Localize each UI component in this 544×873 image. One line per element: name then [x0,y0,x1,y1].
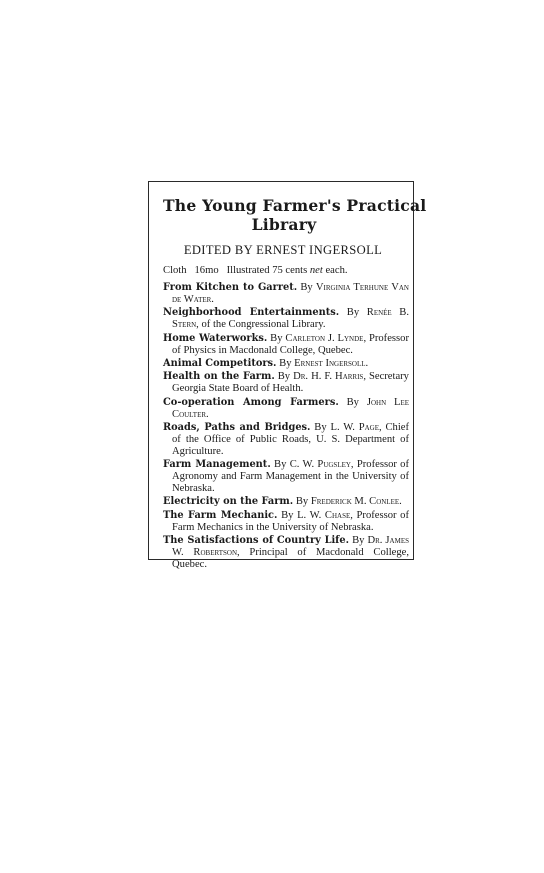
book-author: Ernest Ingersoll. [294,357,369,369]
book-entry [163,459,409,495]
by-label: By [352,535,365,547]
book-title: Co-operation Among Farmers. [163,396,339,408]
book-entry [163,535,409,571]
author-details: Secretary Georgia State Board of Health. [172,371,409,395]
book-author: Dr. James W. Robertson, [172,535,409,559]
book-author: Dr. H. F. Harris, [293,371,366,383]
format-price-line [163,264,409,278]
book-title: Roads, Paths and Bridges. [163,421,311,433]
binding: Cloth [163,265,187,276]
book-author: Renée B. Stern, [172,307,409,331]
by-label: By [346,396,359,408]
book-title: Health on the Farm. [163,371,275,383]
series-title [163,196,427,234]
author-details: Professor of Agronomy and Farm Management in the University of Nebraska. [172,459,409,494]
by-label: By [279,357,292,369]
book-entry [163,510,409,534]
book-entry [163,282,409,306]
price: Illustrated 75 cents [226,265,308,276]
book-author: L. W. Chase, [297,509,353,521]
net-label: net [309,265,323,276]
author-details: Principal of Macdonald College, Quebec. [172,547,409,570]
book-entry [163,496,409,508]
book-author: Frederick M. Conlee. [310,496,402,508]
book-entry [163,358,409,370]
by-label: By [274,459,287,471]
by-label: By [270,332,283,344]
by-label: By [295,496,309,508]
book-title: Neighborhood Entertainments. [163,307,340,319]
book-author: L. W. Page, [330,421,382,433]
book-author: John Lee Coulter. [172,396,410,420]
book-title: Home Waterworks. [163,332,268,344]
author-details: Professor of Physics in Macdonald College, Quebec. [172,332,409,356]
book-entry [163,397,409,421]
book-title: The Satisfactions of Country Life. [163,535,350,547]
book-title: Animal Competitors. [163,357,277,369]
series-advertisement [148,181,427,570]
series-title-line-1: The Young Farmer's Practical [163,196,427,215]
by-label: By [300,282,313,293]
book-size: 16mo [194,265,219,276]
book-title: The Farm Mechanic. [163,509,278,521]
book-list [163,282,409,571]
book-title: From Kitchen to Garret. [163,282,298,293]
author-details: of the Congressional Library. [201,319,326,331]
author-details: Professor of Farm Mechanics in the University of Nebraska. [172,509,409,533]
book-entry [163,371,409,395]
by-label: By [277,371,291,383]
book-title: Electricity on the Farm. [163,496,294,508]
book-author: Carleton J. Lynde, [285,332,367,344]
book-author: Virginia Terhune Van de Water. [172,282,409,305]
by-label: By [346,307,360,319]
book-entry [163,333,409,357]
each-label: each. [325,265,348,276]
editor-credit: EDITED BY ERNEST INGERSOLL [183,243,383,257]
book-author: C. W. Pugsley, [289,459,354,471]
book-entry [163,422,409,458]
by-label: By [314,421,327,433]
book-entry [163,307,409,331]
by-label: By [281,509,294,521]
series-title-line-2: Library [251,215,317,234]
author-details: Chief of the Office of Public Roads, U. S. Department of Agriculture. [172,421,409,457]
book-title: Farm Management. [163,459,271,471]
